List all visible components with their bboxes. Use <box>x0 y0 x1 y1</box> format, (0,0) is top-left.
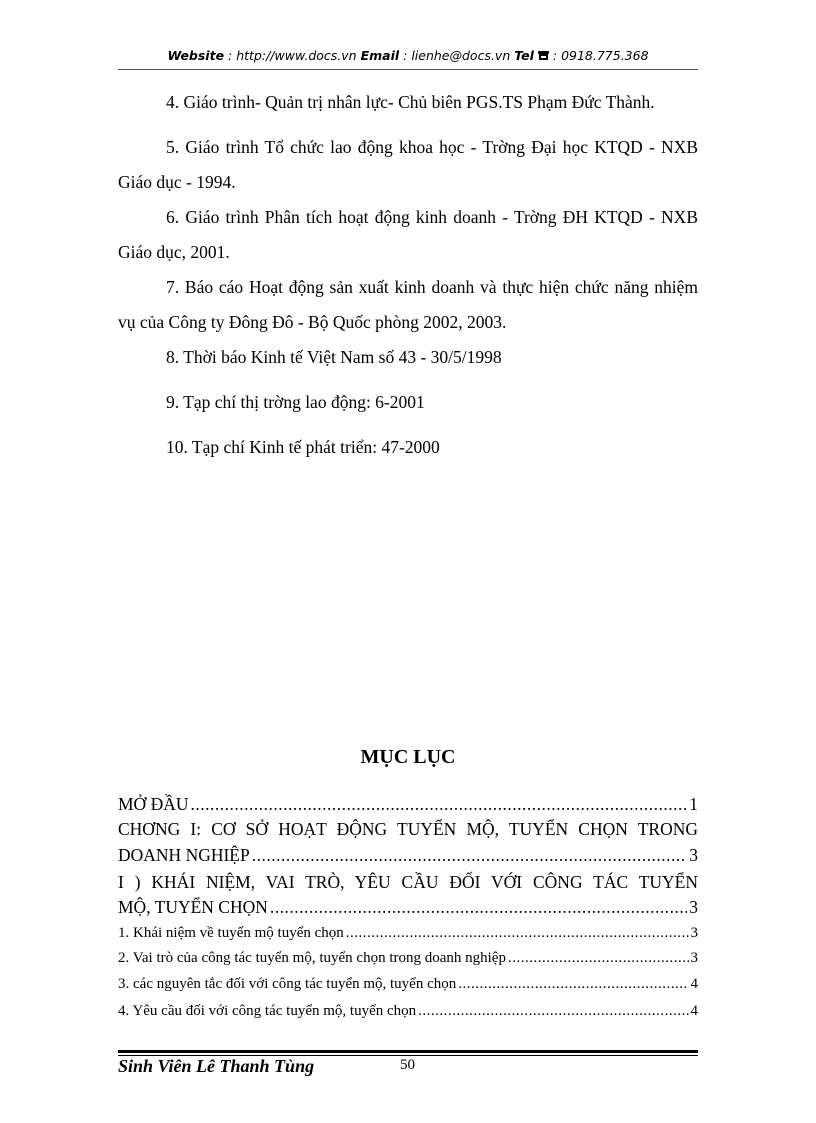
reference-item: 8. Thời báo Kinh tế Việt Nam số 43 - 30/5/1998 <box>166 347 502 367</box>
website-label: Website <box>167 48 225 63</box>
email-value: : lienhe@docs.vn <box>399 48 515 63</box>
footer-divider-thick <box>118 1050 698 1053</box>
toc-entry-line1: CHƠNG I: CƠ SỞ HOẠT ĐỘNG TUYỂN MỘ, TUYỂN CHỌN TRONG <box>118 819 698 839</box>
toc-entry[interactable]: 2. Vai trò của công tác tuyển mộ, tuyển chọn trong doanh nghiệp ..... 3 <box>118 950 698 967</box>
website-value: : http://www.docs.vn <box>224 48 361 63</box>
reference-item: 9. Tạp chí thị trờng lao động: 6-2001 <box>166 392 425 412</box>
phone-icon <box>538 49 549 64</box>
reference-item: 4. Giáo trình- Quản trị nhân lực- Chủ biên PGS.TS Phạm Đức Thành. <box>166 92 655 112</box>
toc-entry-line1: I ) KHÁI NIỆM, VAI TRÒ, YÊU CẦU ĐỐI VỚI CÔNG TÁC TUYỂN <box>118 872 698 892</box>
toc-entry[interactable]: 1. Khái niệm về tuyển mộ tuyển chọn ..... 3 <box>118 925 698 942</box>
header-divider <box>118 69 698 70</box>
reference-item: 5. Giáo trình Tổ chức lao động khoa học - Trờng Đại học KTQD - NXB Giáo dục - 1994. <box>118 137 698 192</box>
reference-item: 10. Tạp chí Kinh tế phát triển: 47-2000 <box>166 437 440 457</box>
toc-entry[interactable]: DOANH NGHIỆP ..... 3 <box>118 845 698 866</box>
footer-author: Sinh Viên Lê Thanh Tùng <box>118 1056 315 1076</box>
toc-title: MỤC LỤC <box>360 746 456 768</box>
toc-entry[interactable]: 3. các nguyên tắc đối với công tác tuyển mộ, tuyển chọn ..... 4 <box>118 976 698 993</box>
tel-value: : 0918.775.368 <box>548 48 649 63</box>
toc-entry[interactable]: MỞ ĐẦU ..... 1 <box>118 794 698 815</box>
tel-label: Tel <box>514 48 534 63</box>
toc-entry[interactable]: 4. Yêu cầu đối với công tác tuyển mộ, tuyển chọn ..... 4 <box>118 1003 698 1020</box>
page-header <box>118 48 698 64</box>
reference-item: 6. Giáo trình Phân tích hoạt động kinh doanh - Trờng ĐH KTQD - NXB Giáo dục, 2001. <box>118 207 698 262</box>
email-label: Email <box>360 48 400 63</box>
reference-item: 7. Báo cáo Hoạt động sản xuất kinh doanh và thực hiện chức năng nhiệm vụ của Công ty Đông Đô - Bộ Quốc phòng 2002, 2003. <box>118 277 698 332</box>
page-number: 50 <box>400 1057 415 1073</box>
toc-entry[interactable]: MỘ, TUYỂN CHỌN ..... 3 <box>118 897 698 918</box>
